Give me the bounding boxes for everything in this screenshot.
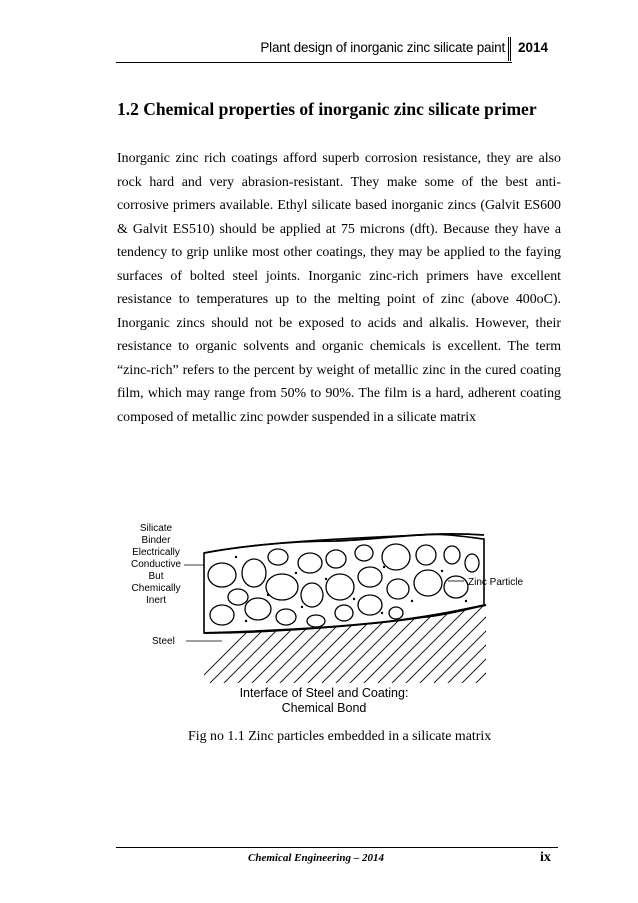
binder-label-line: But bbox=[148, 571, 164, 582]
header-divider bbox=[508, 37, 509, 61]
binder-label-line: Binder bbox=[141, 535, 171, 546]
page-number: ix bbox=[540, 850, 551, 865]
body-paragraph: Inorganic zinc rich coatings afford superb corrosion resistance, they are also rock hard and very abrasion-resistant. They make some of the best anti-corrosive primers available. Ethyl silicate based inorganic zincs (Galvit ES600 & Galvit ES510) should be applied at 75 microns (dft). Because they have a tendency to grip unlike most other coatings, they may be applied to the faying surfaces of bolted steel joints. Inorganic zinc-rich primers have excellent resistance to temperatures up to the melting point of zinc (above 400oC). Inorganic zincs should not be exposed to acids and alkalis. However, their resistance to organic solvents and organic chemicals is excellent. The term “zinc-rich” refers to the percent by weight of metallic zinc in the cured coating film, which may range from 50% to 90%. The film is a hard, adherent coating composed of metallic zinc powder suspended in a silicate matrix bbox=[117, 151, 561, 425]
zinc-particle-label: Zinc Particle bbox=[468, 577, 524, 588]
steel-label: Steel bbox=[152, 636, 175, 647]
page-header bbox=[0, 37, 638, 61]
binder-label-line: Silicate bbox=[139, 523, 173, 534]
section-heading: 1.2 Chemical properties of inorganic zinc silicate primer bbox=[117, 99, 537, 119]
header-year: 2014 bbox=[518, 40, 549, 55]
binder-label-line: Electrically bbox=[132, 547, 180, 558]
header-title: Plant design of inorganic zinc silicate paint bbox=[260, 40, 505, 55]
figure-caption: Fig no 1.1 Zinc particles embedded in a silicate matrix bbox=[188, 729, 492, 744]
binder-label-line: Conductive bbox=[130, 559, 182, 570]
binder-label-line: Chemically bbox=[131, 583, 181, 594]
header-divider bbox=[510, 37, 511, 61]
binder-label-line: Inert bbox=[145, 595, 167, 606]
interface-label-line: Interface of Steel and Coating: bbox=[239, 686, 409, 700]
interface-label-line: Chemical Bond bbox=[281, 701, 367, 715]
footer-rule bbox=[116, 847, 558, 848]
zinc-silicate-figure bbox=[126, 513, 526, 753]
header-rule bbox=[116, 62, 512, 63]
footer-label: Chemical Engineering – 2014 bbox=[248, 852, 384, 864]
